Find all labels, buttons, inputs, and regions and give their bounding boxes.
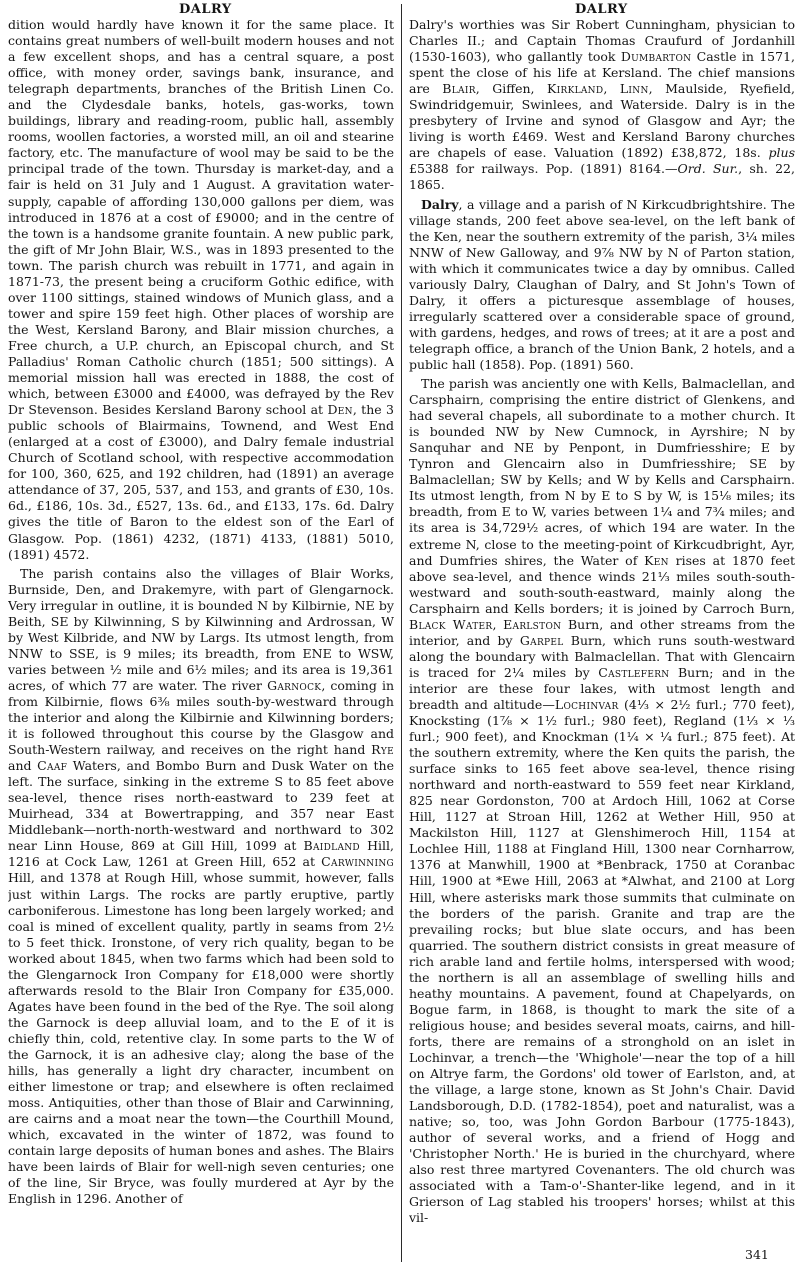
- paragraph-town: dition would hardly have known it for the same place. It contains great numbers of well-built modern houses and not a few excellent shops, and has a central square, a post office, with money order, savings bank, insurance, and telegraph departments, branches of the British Linen Co. and the Clydesdale banks, hotels, gas-works, town buildings, library and reading-room, public hall, assembly rooms, woollen factories, a worsted mill, an oil and stearine factory, etc. The manufacture of wool may be said to be the principal trade of the town. Thursday is market-day, and a fair is held on 31 July and 1 August. A gravitation water-supply, capable of affording 130,000 gallons per diem, was introduced in 1876 at a cost of £9000; and in the centre of the town is a handsome granite fountain. A new public park, the gift of Mr John Blair, W.S., was in 1893 presented to the town. The parish church was rebuilt in 1771, and again in 1871-73, the present being a cruciform Gothic edifice, with over 1100 sittings, stained windows of Munich glass, and a tower and spire 159 feet high. Other places of worship are the West, Kersland Barony, and Blair mission churches, a Free church, a U.P. church, an Episcopal church, and St Palladius' Roman Catholic church (1851; 500 sittings). A memorial mission hall was erected in 1888, the cost of which, between £3000 and £4000, was defrayed by the Rev Dr Stevenson. Besides Kersland Barony school at Den, the 3 public schools of Blairmains, Townend, and West End (enlarged at a cost of £3000), and Dalry female industrial Church of Scotland school, with respective accommodation for 100, 360, 625, and 192 children, had (1891) an average attendance of 37, 205, 537, and 153, and grants of £30, 10s. 6d., £186, 10s. 3d., £527, 13s. 6d., and £133, 17s. 6d. Dalry gives the title of Baron to the eldest son of the Earl of Glasgow. Pop. (1861) 4232, (1871) 4133, (1881) 5010, (1891) 4572.: [8, 17, 394, 562]
- paragraph-kirkcudbright-parish: The parish was anciently one with Kells, Balmaclellan, and Carsphairn, comprising the entire district of Glenkens, and had several chapels, all subordinate to a mother church. It is bounded NW by New Cumnock, in Ayrshire; N by Sanquhar and NE by Penpont, in Dumfriesshire; E by Tynron and Glencairn also in Dumfriesshire; SE by Balmaclellan; SW by Kells; and W by Kells and Carsphairn. Its utmost length, from N by E to S by W, is 15⅛ miles; its breadth, from E to W, varies between 1¼ and 7¾ miles; and its area is 34,729½ acres, of which 194 are water. In the extreme N, close to the meeting-point of Kirkcudbright, Ayr, and Dumfries shires, the Water of Ken rises at 1870 feet above sea-level, and thence winds 21⅓ miles south-south-westward and south-south-eastward, mainly along the Carsphairn and Kells borders; it is joined by Carroch Burn, Black Water, Earlston Burn, and other streams from the interior, and by Garpel Burn, which runs south-westward along the boundary with Balmaclellan. That with Glencairn is traced for 2¼ miles by Castlefern Burn; and in the interior are these four lakes, with utmost length and breadth and altitude—Lochinvar (4⅓ × 2½ furl.; 770 feet), Knocksting (1⅞ × 1½ furl.; 980 feet), Regland (1⅓ × ⅓ furl.; 900 feet), and Knockman (1¼ × ¼ furl.; 875 feet). At the southern extremity, where the Ken quits the parish, the surface sinks to 165 feet above sea-level, thence rising northward and north-eastward to 559 feet near Kirkland, 825 near Gordonston, 700 at Ardoch Hill, 1062 at Corse Hill, 1127 at Stroan Hill, 1262 at Wether Hill, 950 at Mackilston Hill, 1127 at Glenshimeroch Hill, 1154 at Lochlee Hill, 1188 at Fingland Hill, 1300 near Cornharrow, 1376 at Manwhill, 1900 at *Benbrack, 1750 at Coranbac Hill, 1900 at *Ewe Hill, 2063 at *Alwhat, and 2100 at Lorg Hill, where asterisks mark those summits that culminate on the borders of the parish. Granite and trap are the prevailing rocks; but blue slate occurs, and has been quarried. The southern district consists in great measure of rich arable land and fertile holms, interspersed with wood; the northern is all an assemblage of swelling hills and heathy mountains. A pavement, found at Chapelyards, on Bogue farm, in 1868, is thought to mark the site of a religious house; and besides several moats, cairns, and hill-forts, there are remains of a stronghold on an islet in Lochinvar, a trench—the 'Whighole'—near the top of a hill on Altrye farm, the Gordons' old tower of Earlston, and, at the village, a large stone, known as St John's Chair. David Landsborough, D.D. (1782-1854), poet and naturalist, was a native; so, too, was John Gordon Barbour (1775-1843), author of several works, and a friend of Hogg and 'Christopher North.' He is buried in the churchyard, where also rest three martyred Covenanters. The old church was associated with a Tam-o'-Shanter-like legend, and in it Grierson of Lag stabled his troopers' horses; whilst at this vil-: [409, 376, 795, 1226]
- entry-headword: Dalry: [421, 196, 459, 212]
- running-head-right: DALRY: [575, 2, 628, 17]
- column-divider: [401, 4, 402, 1262]
- paragraph-worthies: Dalry's worthies was Sir Robert Cunningham, physician to Charles II.; and Captain Thomas Craufurd of Jordanhill (1530-1603), who gallantly took Dumbarton Castle in 1571, spent the close of his life at Kersland. The chief mansions are Blair, Giffen, Kirkland, Linn, Maulside, Ryefield, Swindridgemuir, Swinlees, and Waterside. Dalry is in the presbytery of Irvine and synod of Glasgow and Ayr; the living is worth £469. West and Kersland Barony churches are chapels of ease. Valuation (1892) £38,872, 18s. plus £5388 for railways. Pop. (1891) 8164.—Ord. Sur., sh. 22, 1865.: [409, 17, 795, 193]
- page-number: 341: [745, 1247, 769, 1262]
- left-column: [8, 17, 394, 1249]
- paragraph-parish: The parish contains also the villages of Blair Works, Burnside, Den, and Drakemyre, with part of Glengarnock. Very irregular in outline, it is bounded N by Kilbirnie, NE by Beith, SE by Kilwinning, S by Kilwinning and Ardrossan, W by West Kilbride, and NW by Largs. Its utmost length, from NNW to SSE, is 9 miles; its breadth, from ENE to WSW, varies between ½ mile and 6½ miles; and its area is 19,361 acres, of which 77 are water. The river Garnock, coming in from Kilbirnie, flows 6⅜ miles south-by-westward through the interior and along the Kilbirnie and Kilwinning borders; it is followed throughout this course by the Glasgow and South-Western railway, and receives on the right hand Rye and Caaf Waters, and Bombo Burn and Dusk Water on the left. The surface, sinking in the extreme S to 85 feet above sea-level, thence rises north-eastward to 239 feet at Muirhead, 334 at Bowertrapping, and 357 near East Middlebank—north-north-westward and northward to 302 near Linn House, 869 at Gill Hill, 1099 at Baidland Hill, 1216 at Cock Law, 1261 at Green Hill, 652 at Carwinning Hill, and 1378 at Rough Hill, whose summit, however, falls just within Largs. The rocks are partly eruptive, partly carboniferous. Limestone has long been largely worked; and coal is mined of excellent quality, partly in seams from 2½ to 5 feet thick. Ironstone, of very rich quality, began to be worked about 1845, when two farms which had been sold to the Glengarnock Iron Company for £18,000 were shortly afterwards resold to the Blair Iron Company for £35,000. Agates have been found in the bed of the Rye. The soil along the Garnock is deep alluvial loam, and to the E of it is chiefly thin, cold, retentive clay. In some parts to the W of the Garnock, it is an adhesive clay; along the base of the hills, has generally a light dry character, incumbent on either limestone or trap; and elsewhere is often reclaimed moss. Antiquities, other than those of Blair and Carwinning, are cairns and a moat near the town—the Courthill Mound, which, excavated in the winter of 1872, was found to contain large deposits of human bones and ashes. The Blairs have been lairds of Blair for well-nigh seven centuries; one of the line, Sir Bryce, was foully murdered at Ayr by the English in 1296. Another of: [8, 565, 394, 1207]
- right-column: [409, 17, 795, 1249]
- entry-dalry-kirkcudbright: Dalry, a village and a parish of N Kirkcudbrightshire. The village stands, 200 feet above sea-level, on the left bank of the Ken, near the southern extremity of the parish, 3¼ miles NNW of New Galloway, and 9⅞ NW by N of Parton station, with which it communicates twice a day by omnibus. Called variously Dalry, Claughan of Dalry, and St John's Town of Dalry, it offers a picturesque assemblage of houses, irregularly scattered over a considerable space of ground, with gardens, hedges, and rows of trees; at it are a post and telegraph office, a branch of the Union Bank, 2 hotels, and a public hall (1858). Pop. (1891) 560.: [409, 196, 795, 372]
- running-head-left: DALRY: [179, 2, 232, 17]
